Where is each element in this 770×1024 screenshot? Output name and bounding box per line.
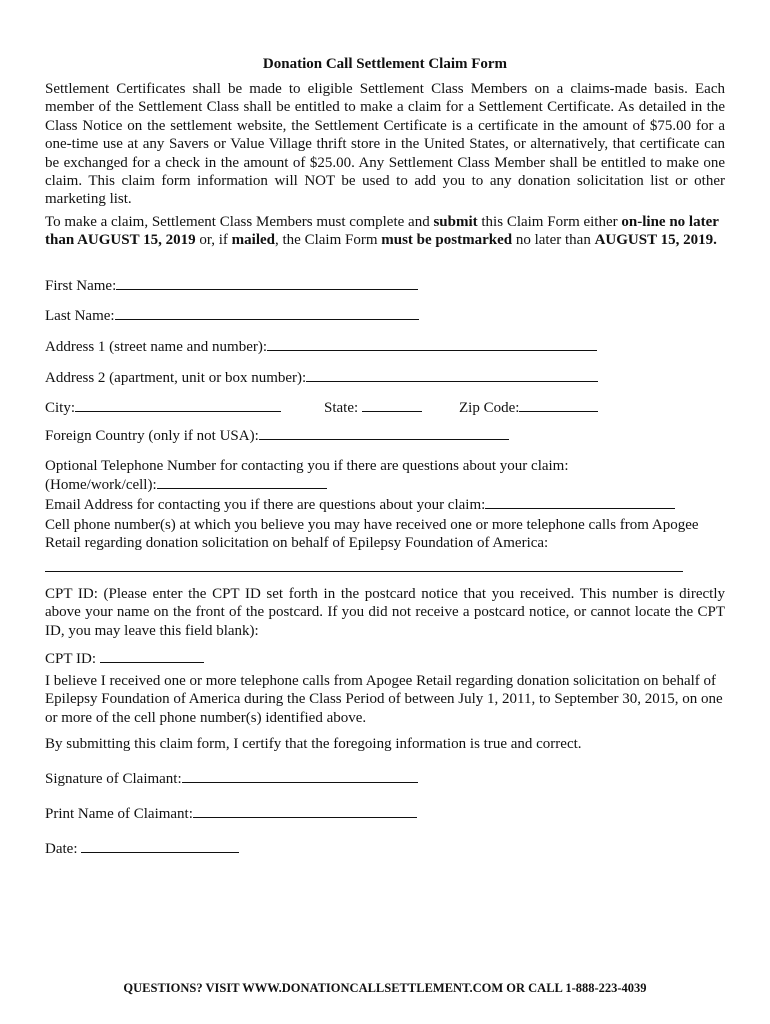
- email-label: Email Address for contacting you if there are questions about your claim:: [45, 497, 486, 513]
- instructions-online-deadline: on-line no later than AUGUST 15, 2019: [45, 214, 719, 249]
- first-name-label: First Name:: [45, 278, 117, 294]
- print-name-label: Print Name of Claimant:: [45, 806, 193, 822]
- foreign-country-field[interactable]: [259, 425, 509, 440]
- state-row: [324, 397, 422, 418]
- belief-statement: I believe I received one or more telephone calls from Apogee Retail regarding donation solicitation on behalf of Epilepsy Foundation of America during the Class Period of between July 1, 2011, to September 30, 2015, on one or more of the cell phone number(s) identified above.: [45, 673, 723, 726]
- instructions-text-3: or, if: [195, 232, 232, 249]
- date-field[interactable]: [81, 838, 239, 853]
- print-name-row: [45, 803, 417, 824]
- cpt-id-row: [45, 648, 204, 669]
- state-field[interactable]: [362, 397, 422, 412]
- instructions-submit: submit: [433, 214, 478, 230]
- cell-numbers-field[interactable]: [45, 571, 683, 572]
- signature-label: Signature of Claimant:: [45, 771, 182, 787]
- signature-row: [45, 768, 418, 789]
- date-label: Date:: [45, 841, 78, 857]
- cpt-instructions: CPT ID: (Please enter the CPT ID set forth in the postcard notice that you received. This number is directly above your name on the front of the postcard. If you did not receive a postcard notice, or cannot locate the CPT ID, you may leave this field blank):: [45, 586, 725, 639]
- instructions-postmarked: must be postmarked: [381, 232, 513, 249]
- first-name-row: [45, 275, 418, 296]
- cpt-id-label: CPT ID:: [45, 651, 96, 667]
- zip-field[interactable]: [519, 397, 598, 412]
- phone-field[interactable]: [157, 474, 327, 489]
- city-label: City:: [45, 400, 76, 416]
- address2-row: [45, 367, 598, 388]
- instructions-text-1: To make a claim, Settlement Class Members must complete and: [45, 214, 434, 230]
- intro-paragraph: Settlement Certificates shall be made to eligible Settlement Class Members on a claims-made basis. Each member of the Settlement Class shall be entitled to make a claim for a Settlement Certificate. As detailed in the Class Notice on the settlement website, the Settlement Certificate is a certificate in the amount of $75.00 for a one-time use at any Savers or Value Village thrift store in the United States, or alternatively, that certificate can be exchanged for a check in the amount of $25.00. Any Settlement Class Member shall be entitled to make one claim. This claim form information will NOT be used to add you to any donation solicitation list or other marketing list.: [45, 81, 725, 208]
- zip-label: Zip Code:: [459, 400, 520, 416]
- last-name-field[interactable]: [115, 305, 419, 320]
- instructions-text-2: this Claim Form either: [477, 214, 622, 230]
- last-name-label: Last Name:: [45, 308, 115, 324]
- signature-field[interactable]: [182, 768, 418, 783]
- address2-label: Address 2 (apartment, unit or box number):: [45, 370, 307, 386]
- zip-row: [459, 397, 598, 418]
- cpt-id-field[interactable]: [100, 648, 204, 663]
- email-field[interactable]: [485, 494, 675, 509]
- phone-row: [45, 474, 327, 495]
- instructions-text-4: , the Claim Form: [275, 232, 382, 249]
- first-name-field[interactable]: [116, 275, 418, 290]
- instructions-text-5: no later than: [512, 232, 595, 249]
- city-field[interactable]: [75, 397, 281, 412]
- cell-numbers-label: Cell phone number(s) at which you believe you may have received one or more telephone calls from Apogee Retail regarding donation solicitation on behalf of Epilepsy Foundation of America:: [45, 517, 699, 552]
- address1-row: [45, 336, 597, 357]
- form-title: Donation Call Settlement Claim Form: [262, 56, 508, 72]
- last-name-row: [45, 305, 419, 326]
- state-label: State:: [324, 400, 359, 416]
- phone-label: (Home/work/cell):: [45, 477, 157, 493]
- city-row: [45, 397, 281, 418]
- instructions-mailed: mailed: [231, 232, 275, 249]
- instructions-mail-deadline: AUGUST 15, 2019.: [594, 232, 717, 249]
- address2-field[interactable]: [306, 367, 598, 382]
- instructions-paragraph: [45, 213, 725, 250]
- certification-text: By submitting this claim form, I certify that the foregoing information is true and correct.: [45, 736, 582, 752]
- address1-field[interactable]: [267, 336, 597, 351]
- address1-label: Address 1 (street name and number):: [45, 339, 268, 355]
- foreign-country-label: Foreign Country (only if not USA):: [45, 428, 259, 444]
- footer-contact: QUESTIONS? VISIT WWW.DONATIONCALLSETTLEMENT.COM OR CALL 1-888-223-4039: [123, 981, 647, 995]
- phone-intro: Optional Telephone Number for contacting you if there are questions about your claim:: [45, 458, 569, 474]
- print-name-field[interactable]: [193, 803, 417, 818]
- date-row: [45, 838, 239, 859]
- email-row: [45, 494, 675, 515]
- foreign-country-row: [45, 425, 509, 446]
